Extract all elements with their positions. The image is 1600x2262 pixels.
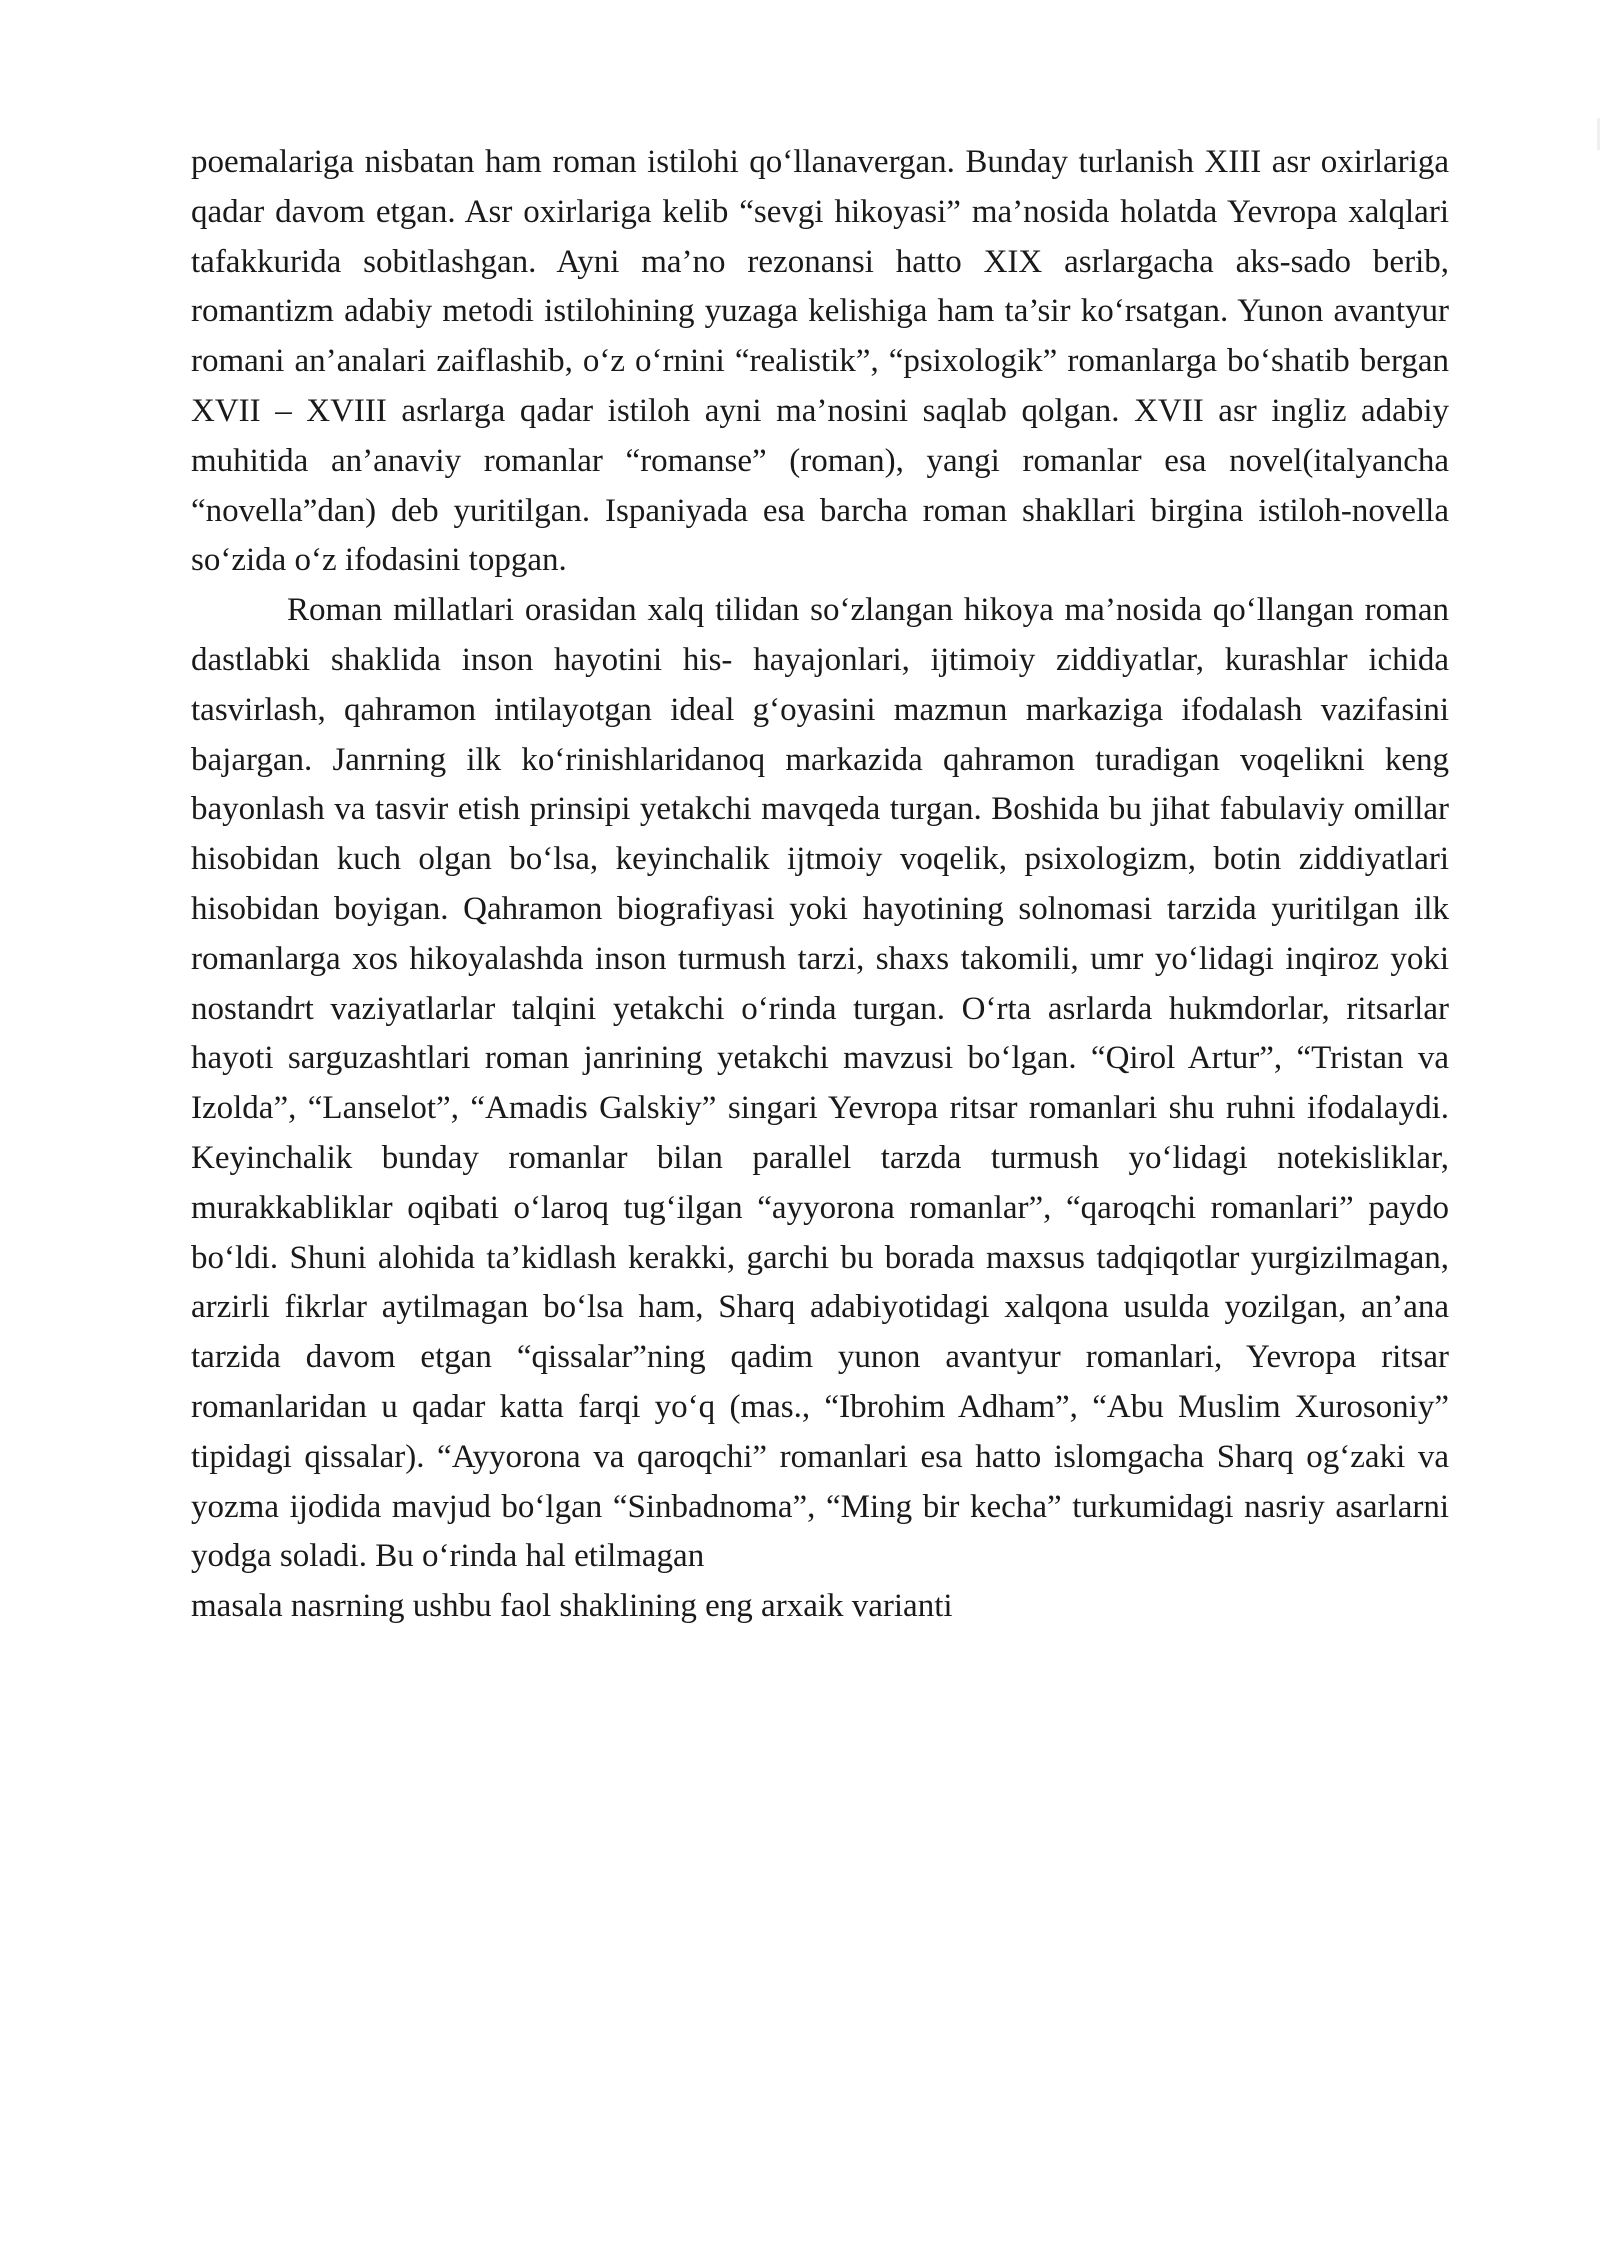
body-text [191, 138, 1449, 1632]
paragraph-1: poemalariga nisbatan ham roman istilohi qo‘llanavergan. Bunday turlanish XIII asr oxirlariga qadar davom etgan. Asr oxirlariga kelib “sevgi hikoyasi” ma’nosida holatda Yevropa xalqlari tafakkurida sobitlashgan. Ayni ma’no rezonansi hatto XIX asrlargacha aks-sado berib, romantizm adabiy metodi istilohining yuzaga kelishiga ham ta’sir ko‘rsatgan. Yunon avantyur romani an’analari zaiflashib, o‘z o‘rnini “realistik”, “psixologik” romanlarga bo‘shatib bergan XVII – XVIII asrlarga qadar istiloh ayni ma’nosini saqlab qolgan. XVII asr ingliz adabiy muhitida an’anaviy romanlar “romanse” (roman), yangi romanlar esa novel(italyancha “novella”dan) deb yuritilgan. Ispaniyada esa barcha roman shakllari birgina istiloh-novella so‘zida o‘z ifodasini topgan. [191, 144, 1449, 579]
paragraph-3-fragment: masala nasrning ushbu faol shaklining eng arxaik varianti [191, 1588, 953, 1625]
paragraph-2: Roman millatlari orasidan xalq tilidan so‘zlangan hikoya ma’nosida qo‘llangan roman dastlabki shaklida inson hayotini his- hayajonlari, ijtimoiy ziddiyatlar, kurashlar ichida tasvirlash, qahramon intilayotgan ideal g‘oyasini mazmun markaziga ifodalash vazifasini bajargan. Janrning ilk ko‘rinishlaridanoq markazida qahramon turadigan voqelikni keng bayonlash va tasvir etish prinsipi yetakchi mavqeda turgan. Boshida bu jihat fabulaviy omillar hisobidan kuch olgan bo‘lsa, keyinchalik ijtmoiy voqelik, psixologizm, botin ziddiyatlari hisobidan boyigan. Qahramon biografiyasi yoki hayotining solnomasi tarzida yuritilgan ilk romanlarga xos hikoyalashda inson turmush tarzi, shaxs takomili, umr yo‘lidagi inqiroz yoki nostandrt vaziyatlarlar talqini yetakchi o‘rinda turgan. O‘rta asrlarda hukmdorlar, ritsarlar hayoti sarguzashtlari roman janrining yetakchi mavzusi bo‘lgan. “Qirol Artur”, “Tristan va Izolda”, “Lanselot”, “Amadis Galskiy” singari Yevropa ritsar romanlari shu ruhni ifodalaydi. Keyinchalik bunday romanlar bilan parallel tarzda turmush yo‘lidagi notekisliklar, murakkabliklar oqibati o‘laroq tug‘ilgan “ayyorona romanlar”, “qaroqchi romanlari” paydo bo‘ldi. Shuni alohida ta’kidlash kerakki, garchi bu borada maxsus tadqiqotlar yurgizilmagan, arzirli fikrlar aytilmagan bo‘lsa ham, Sharq adabiyotidagi xalqona usulda yozilgan, an’ana tarzida davom etgan “qissalar”ning qadim yunon avantyur romanlari, Yevropa ritsar romanlaridan u qadar katta farqi yo‘q (mas., “Ibrohim Adham”, “Abu Muslim Xurosoniy” tipidagi qissalar). “Ayyorona va qaroqchi” romanlari esa hatto islomgacha Sharq og‘zaki va yozma ijodida mavjud bo‘lgan “Sinbadnoma”, “Ming bir kecha” turkumidagi nasriy asarlarni yodga soladi. Bu o‘rinda hal etilmagan [191, 592, 1449, 1575]
